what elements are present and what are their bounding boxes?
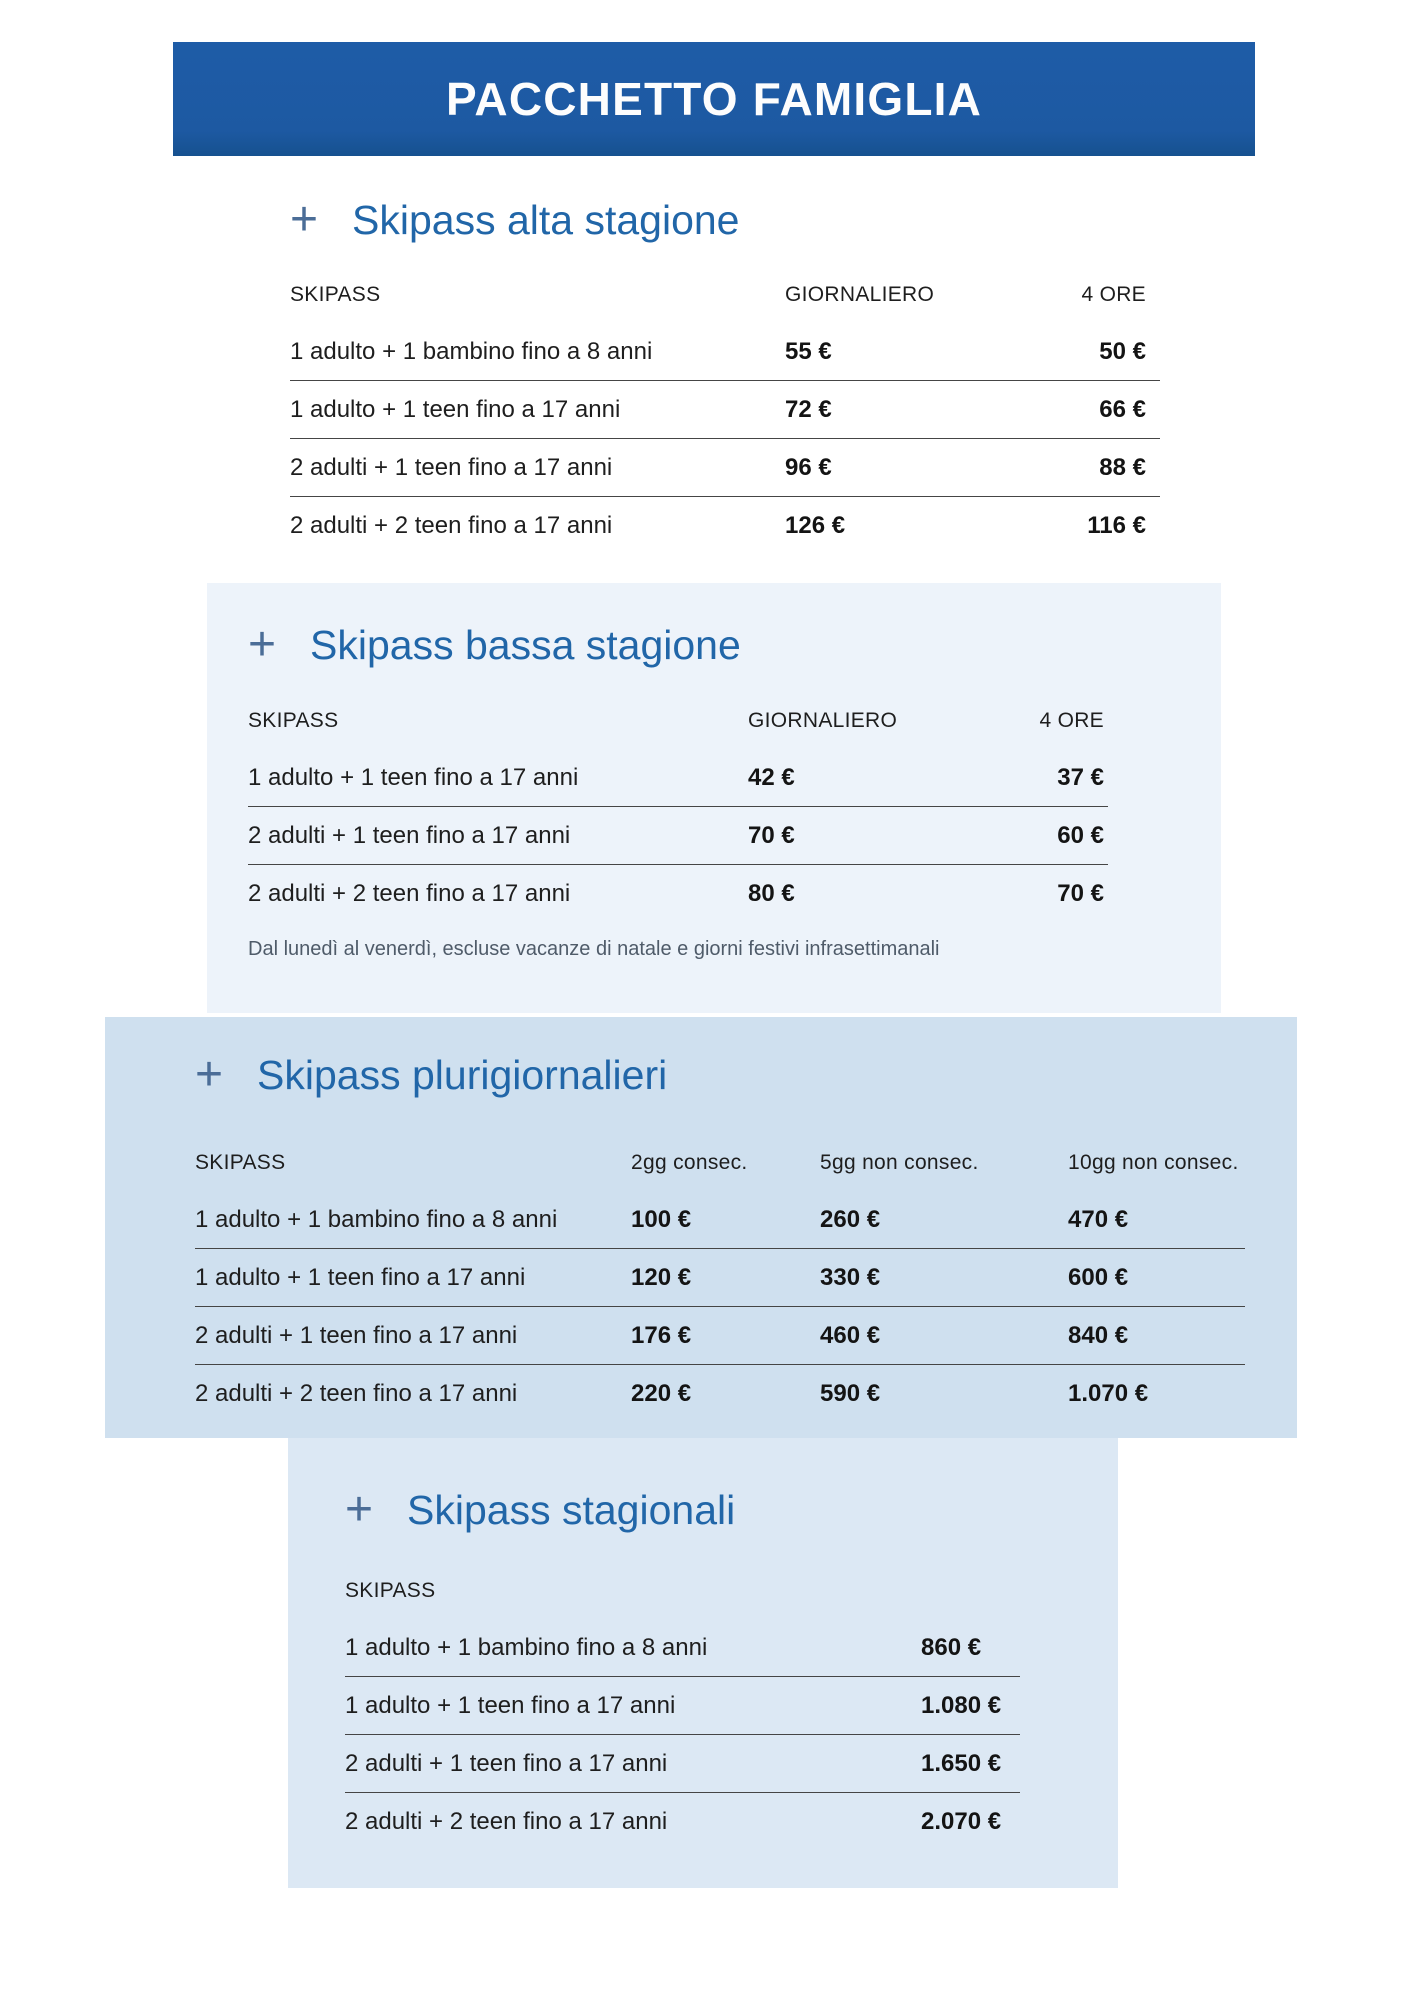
row-label: 1 adulto + 1 bambino fino a 8 anni bbox=[345, 1633, 708, 1661]
column-header: SKIPASS bbox=[248, 709, 339, 732]
row-label: 2 adulti + 2 teen fino a 17 anni bbox=[345, 1807, 668, 1835]
plus-icon: + bbox=[195, 1048, 224, 1101]
table-header-row bbox=[248, 693, 1108, 749]
table-row bbox=[248, 865, 1108, 922]
row-label: 1 adulto + 1 teen fino a 17 anni bbox=[195, 1263, 526, 1291]
price-value: 50 € bbox=[1099, 337, 1146, 365]
section-skipass-stagionali bbox=[288, 1438, 1118, 1888]
price-value: 66 € bbox=[1099, 395, 1146, 423]
table-body bbox=[290, 323, 1160, 554]
row-label: 2 adulti + 1 teen fino a 17 anni bbox=[195, 1321, 518, 1349]
price-value: 126 € bbox=[785, 511, 846, 539]
row-label: 2 adulti + 1 teen fino a 17 anni bbox=[248, 821, 571, 849]
table-header-row bbox=[290, 267, 1160, 323]
row-label: 2 adulti + 2 teen fino a 17 anni bbox=[248, 879, 571, 907]
table-row bbox=[345, 1677, 1020, 1735]
price-value: 60 € bbox=[1057, 821, 1104, 849]
section-skipass-plurigiornalieri bbox=[105, 1017, 1297, 1438]
column-header: GIORNALIERO bbox=[785, 283, 935, 306]
table-row bbox=[345, 1619, 1020, 1677]
table-row bbox=[248, 807, 1108, 865]
table-body bbox=[195, 1191, 1245, 1422]
price-value: 1.070 € bbox=[1068, 1379, 1149, 1407]
table-header-row bbox=[195, 1135, 1245, 1191]
plus-icon: + bbox=[290, 193, 319, 246]
section-skipass-bassa-stagione bbox=[207, 583, 1221, 1013]
plus-icon: + bbox=[345, 1483, 374, 1536]
row-label: 1 adulto + 1 bambino fino a 8 anni bbox=[290, 337, 653, 365]
column-header: 5gg non consec. bbox=[820, 1151, 979, 1174]
table-row bbox=[290, 439, 1160, 497]
column-header: 4 ORE bbox=[1039, 709, 1104, 732]
price-value: 1.080 € bbox=[921, 1691, 1002, 1719]
price-value: 37 € bbox=[1057, 763, 1104, 791]
row-label: 2 adulti + 1 teen fino a 17 anni bbox=[345, 1749, 668, 1777]
price-value: 80 € bbox=[748, 879, 795, 907]
table-row bbox=[195, 1249, 1245, 1307]
price-value: 70 € bbox=[1057, 879, 1104, 907]
column-header: SKIPASS bbox=[195, 1151, 286, 1174]
price-value: 72 € bbox=[785, 395, 832, 423]
row-label: 2 adulti + 1 teen fino a 17 anni bbox=[290, 453, 613, 481]
table-body bbox=[248, 749, 1108, 922]
table-body bbox=[345, 1619, 1020, 1850]
section-title: Skipass alta stagione bbox=[352, 197, 740, 243]
price-value: 220 € bbox=[631, 1379, 692, 1407]
table-row bbox=[195, 1307, 1245, 1365]
price-value: 116 € bbox=[1087, 511, 1146, 539]
plus-icon: + bbox=[248, 618, 277, 671]
price-value: 460 € bbox=[820, 1321, 881, 1349]
price-value: 120 € bbox=[631, 1263, 692, 1291]
price-value: 96 € bbox=[785, 453, 832, 481]
price-value: 100 € bbox=[631, 1205, 692, 1233]
column-header: GIORNALIERO bbox=[748, 709, 898, 732]
accordion-header-plurigiornalieri[interactable] bbox=[195, 1050, 1297, 1100]
table-row bbox=[195, 1191, 1245, 1249]
row-label: 2 adulti + 2 teen fino a 17 anni bbox=[290, 511, 613, 539]
price-value: 55 € bbox=[785, 337, 832, 365]
price-value: 330 € bbox=[820, 1263, 881, 1291]
price-table-bassa-stagione bbox=[248, 693, 1108, 922]
section-skipass-alta-stagione bbox=[290, 185, 1160, 554]
price-value: 260 € bbox=[820, 1205, 881, 1233]
section-title: Skipass stagionali bbox=[407, 1487, 736, 1533]
row-label: 1 adulto + 1 teen fino a 17 anni bbox=[345, 1691, 676, 1719]
table-row bbox=[290, 497, 1160, 554]
price-value: 860 € bbox=[921, 1633, 982, 1661]
table-row bbox=[248, 749, 1108, 807]
price-value: 176 € bbox=[631, 1321, 692, 1349]
price-value: 88 € bbox=[1099, 453, 1146, 481]
price-value: 590 € bbox=[820, 1379, 881, 1407]
accordion-header-bassa-stagione[interactable] bbox=[248, 620, 1221, 670]
table-row bbox=[290, 381, 1160, 439]
column-header: 10gg non consec. bbox=[1068, 1151, 1239, 1174]
table-row bbox=[345, 1793, 1020, 1850]
price-value: 1.650 € bbox=[921, 1749, 1002, 1777]
price-value: 70 € bbox=[748, 821, 795, 849]
page-title: PACCHETTO FAMIGLIA bbox=[445, 73, 983, 125]
price-table-plurigiornalieri bbox=[195, 1135, 1245, 1422]
price-value: 470 € bbox=[1068, 1205, 1129, 1233]
column-header: SKIPASS bbox=[290, 283, 381, 306]
section-title: Skipass plurigiornalieri bbox=[257, 1052, 668, 1098]
table-row bbox=[195, 1365, 1245, 1422]
price-value: 600 € bbox=[1068, 1263, 1129, 1291]
column-header: SKIPASS bbox=[345, 1579, 436, 1602]
table-row bbox=[345, 1735, 1020, 1793]
row-label: 1 adulto + 1 teen fino a 17 anni bbox=[248, 763, 579, 791]
column-header: 4 ORE bbox=[1081, 283, 1146, 306]
price-table-alta-stagione bbox=[290, 267, 1160, 554]
accordion-header-stagionali[interactable] bbox=[345, 1485, 1118, 1535]
row-label: 2 adulti + 2 teen fino a 17 anni bbox=[195, 1379, 518, 1407]
price-value: 840 € bbox=[1068, 1321, 1129, 1349]
table-row bbox=[290, 323, 1160, 381]
section-title: Skipass bassa stagione bbox=[310, 622, 741, 668]
table-header-row bbox=[345, 1563, 1020, 1619]
footnote: Dal lunedì al venerdì, escluse vacanze di natale e giorni festivi infrasettimanali bbox=[248, 938, 940, 960]
row-label: 1 adulto + 1 teen fino a 17 anni bbox=[290, 395, 621, 423]
price-value: 2.070 € bbox=[921, 1807, 1002, 1835]
row-label: 1 adulto + 1 bambino fino a 8 anni bbox=[195, 1205, 558, 1233]
column-header: 2gg consec. bbox=[631, 1151, 748, 1174]
price-table-stagionali bbox=[345, 1563, 1020, 1850]
price-value: 42 € bbox=[748, 763, 795, 791]
accordion-header-alta-stagione[interactable] bbox=[290, 195, 1160, 245]
header-banner bbox=[173, 42, 1255, 156]
